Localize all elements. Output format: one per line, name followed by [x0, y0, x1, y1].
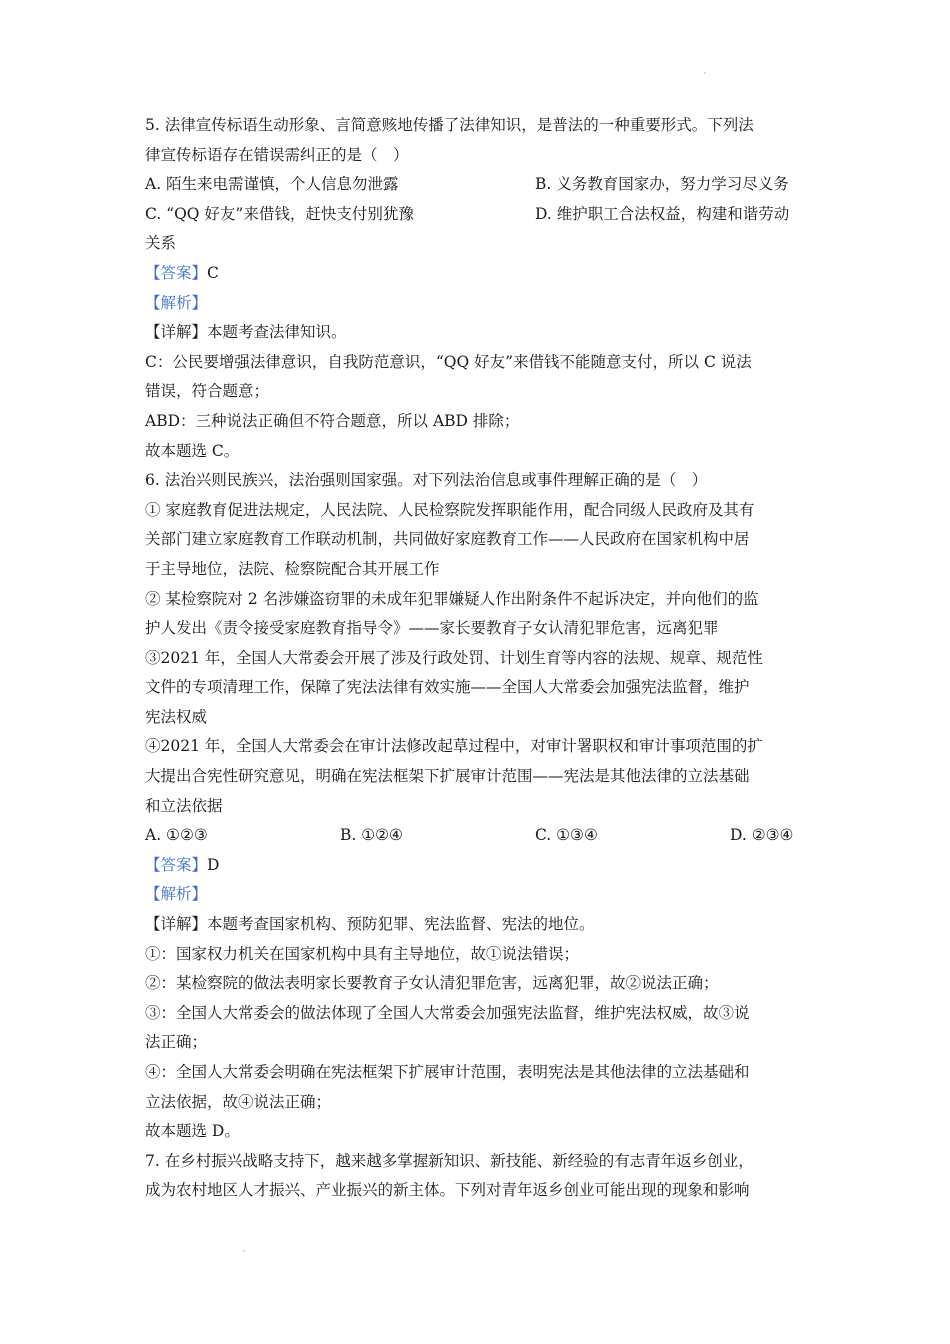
answer-value: C	[207, 263, 219, 282]
q6-item-line: 文件的专项清理工作，保障了宪法法律有效实施——全国人大常委会加强宪法监督，维护	[145, 678, 750, 697]
answer-label: 【答案】	[145, 855, 208, 874]
q5-option-d-continued: 关系	[145, 234, 177, 253]
corner-dot-top	[704, 72, 706, 74]
q5-analysis-label: 【解析】	[145, 293, 208, 312]
q6-explain-line: 故本题选 D。	[145, 1122, 240, 1141]
q7-stem-line: 7. 在乡村振兴战略支持下，越来越多掌握新知识、新技能、新经验的有志青年返乡创业，	[145, 1151, 754, 1170]
corner-dot-bottom	[243, 1250, 245, 1252]
q5-explain-line: 故本题选 C。	[145, 441, 240, 460]
q7-stem-line: 成为农村地区人才振兴、产业振兴的新主体。下列对青年返乡创业可能出现的现象和影响	[145, 1181, 750, 1200]
q6-item-line: 大提出合宪性研究意见，明确在宪法框架下扩展审计范围——宪法是其他法律的立法基础	[145, 767, 750, 786]
q6-item-line: ① 家庭教育促进法规定，人民法院、人民检察院发挥职能作用，配合同级人民政府及其有	[145, 500, 755, 519]
q5-detail	[145, 318, 810, 348]
detail-label: 【详解】	[145, 323, 208, 342]
q5-options-row2	[145, 200, 810, 230]
q5-option-a: A. 陌生来电需谨慎，个人信息勿泄露	[145, 175, 399, 194]
detail-label: 【详解】	[145, 915, 208, 934]
q6-item-line: ③2021 年，全国人大常委会开展了涉及行政处罚、计划生育等内容的法规、规章、规范性	[145, 648, 763, 667]
q5-stem-line2: 律宣传标语存在错误需纠正的是（ ）	[145, 145, 409, 164]
q6-explain-line: ④：全国人大常委会明确在宪法框架下扩展审计范围，表明宪法是其他法律的立法基础和	[145, 1063, 750, 1081]
q6-item-line: 关部门建立家庭教育工作联动机制，共同做好家庭教育工作——人民政府在国家机构中居	[145, 530, 750, 549]
q6-explain-line: 立法依据，故④说法正确；	[145, 1092, 332, 1111]
q6-detail	[145, 910, 810, 940]
answer-value: D	[207, 855, 220, 874]
q6-option-d: D. ②③④	[730, 826, 794, 845]
q5-option-d: D. 维护职工合法权益，构建和谐劳动	[535, 204, 790, 223]
q6-stem: 6. 法治兴则民族兴，法治强则国家强。对下列法治信息或事件理解正确的是（ ）	[145, 471, 708, 490]
detail-text: 本题考查法律知识。	[207, 323, 347, 342]
q6-explain-line: ②：某检察院的做法表明家长要教育子女认清犯罪危害，远离犯罪，故②说法正确；	[145, 974, 719, 993]
q5-explain-line: ABD：三种说法正确但不符合题意，所以 ABD 排除；	[145, 411, 520, 430]
q6-option-b: B. ①②④	[340, 826, 403, 845]
q6-item-line: ② 某检察院对 2 名涉嫌盗窃罪的未成年犯罪嫌疑人作出附条件不起诉决定，并向他们的监	[145, 589, 759, 608]
q6-item-line: 护人发出《责令接受家庭教育指导令》——家长要教育子女认清犯罪危害，远离犯罪	[145, 619, 719, 638]
q6-option-a: A. ①②③	[145, 826, 208, 845]
q6-item-line: 和立法依据	[145, 796, 223, 815]
detail-text: 本题考查国家机构、预防犯罪、宪法监督、宪法的地位。	[207, 915, 595, 934]
q6-explain-line: 法正确；	[145, 1033, 208, 1052]
q6-explain-line: ③：全国人大常委会的做法体现了全国人大常委会加强宪法监督，维护宪法权威，故③说	[145, 1003, 750, 1022]
q5-stem-line1: 5. 法律宣传标语生动形象、言简意赅地传播了法律知识，是普法的一种重要形式。下列法	[145, 116, 754, 134]
q6-item-line: 宪法权威	[145, 707, 208, 726]
q5-explain-line: C：公民要增强法律意识，自我防范意识，“QQ 好友”来借钱不能随意支付，所以 C 说法	[145, 352, 752, 371]
q6-explain-line: ①：国家权力机关在国家机构中具有主导地位，故①说法错误；	[145, 944, 580, 963]
q6-option-c: C. ①③④	[535, 826, 598, 845]
q6-answer	[145, 851, 810, 881]
q5-option-c: C. “QQ 好友”来借钱，赶快支付别犹豫	[145, 204, 414, 223]
q5-option-b: B. 义务教育国家办，努力学习尽义务	[535, 175, 789, 194]
q6-options-row	[145, 821, 810, 851]
q5-explain-line: 错误，符合题意；	[145, 382, 270, 401]
q6-item-line: ④2021 年，全国人大常委会在审计法修改起草过程中，对审计署职权和审计事项范围的扩	[145, 737, 763, 756]
answer-label: 【答案】	[145, 263, 208, 282]
q5-options-row1	[145, 170, 810, 200]
q6-analysis-label: 【解析】	[145, 885, 208, 904]
q5-answer	[145, 259, 810, 289]
document-page	[145, 111, 810, 1206]
q6-item-line: 于主导地位，法院、检察院配合其开展工作	[145, 559, 440, 578]
